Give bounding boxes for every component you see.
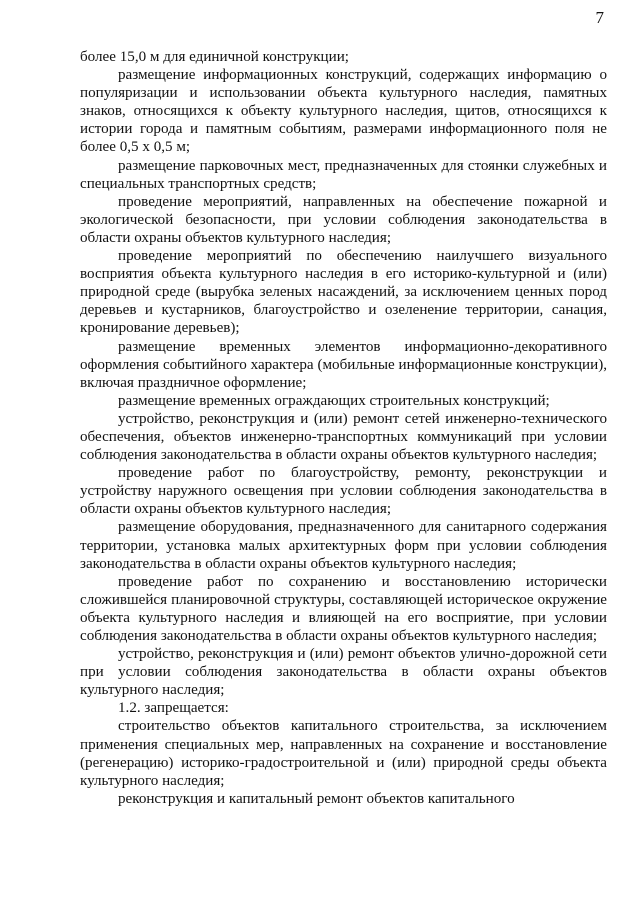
paragraph: устройство, реконструкция и (или) ремонт сетей инженерно-технического обеспечения, объектов инженерно-транспортных коммуникаций при условии соблюдения законодательства в области охраны объектов культурного наследия; bbox=[80, 410, 607, 464]
paragraph: проведение мероприятий по обеспечению наилучшего визуального восприятия объекта культурного наследия в его историко-культурной и (или) природной среде (вырубка зеленых насаждений, за исключением ценных пород деревьев и кустарников, благоустройство и озеленение территории, санация, кронирование деревьев); bbox=[80, 248, 607, 337]
paragraph: устройство, реконструкция и (или) ремонт объектов улично-дорожной сети при условии соблюдения законодательства в области охраны объектов культурного наследия; bbox=[80, 646, 607, 699]
paragraph: размещение парковочных мест, предназначенных для стоянки служебных и специальных транспортных средств; bbox=[80, 157, 607, 192]
paragraph: строительство объектов капитального строительства, за исключением применения специальных мер, направленных на сохранение и восстановление (регенерацию) историко-градостроительной и (или) природной среды объекта культурного наследия; bbox=[80, 718, 607, 789]
page-number: 7 bbox=[595, 8, 604, 27]
paragraph: размещение оборудования, предназначенного для санитарного содержания территории, установка малых архитектурных форм при условии соблюдения законодательства в области охраны объектов культурного наследия; bbox=[80, 519, 607, 572]
paragraph: размещение временных элементов информационно-декоративного оформления событийного характера (мобильные информационные конструкции), включая праздничное оформление; bbox=[80, 338, 607, 391]
paragraph: проведение работ по сохранению и восстановлению исторически сложившейся планировочной структуры, составляющей историческое окружение объекта культурного наследия и влияющей на его восприятие, при условии соблюдения законодательства в области охраны объектов культурного наследия; bbox=[80, 573, 607, 644]
paragraph: реконструкция и капитальный ремонт объектов капитального bbox=[118, 790, 515, 807]
paragraph: размещение информационных конструкций, содержащих информацию о популяризации и использовании объекта культурного наследия, памятных знаков, относящихся к объекту культурного наследия, щитов, относящихся к истории города и памятным событиям, размерами информационного поля не более 0,5 х 0,5 м; bbox=[80, 67, 607, 156]
paragraph: проведение мероприятий, направленных на обеспечение пожарной и экологической безопасности, при условии соблюдения законодательства в области охраны объектов культурного наследия; bbox=[80, 193, 607, 246]
section-heading: 1.2. запрещается: bbox=[118, 700, 229, 717]
paragraph: проведение работ по благоустройству, ремонту, реконструкции и устройству наружного освещения при условии соблюдения законодательства в области охраны объектов культурного наследия; bbox=[80, 465, 607, 518]
paragraph: более 15,0 м для единичной конструкции; bbox=[80, 49, 349, 65]
paragraph: размещение временных ограждающих строительных конструкций; bbox=[118, 392, 550, 409]
document-body bbox=[80, 48, 607, 808]
